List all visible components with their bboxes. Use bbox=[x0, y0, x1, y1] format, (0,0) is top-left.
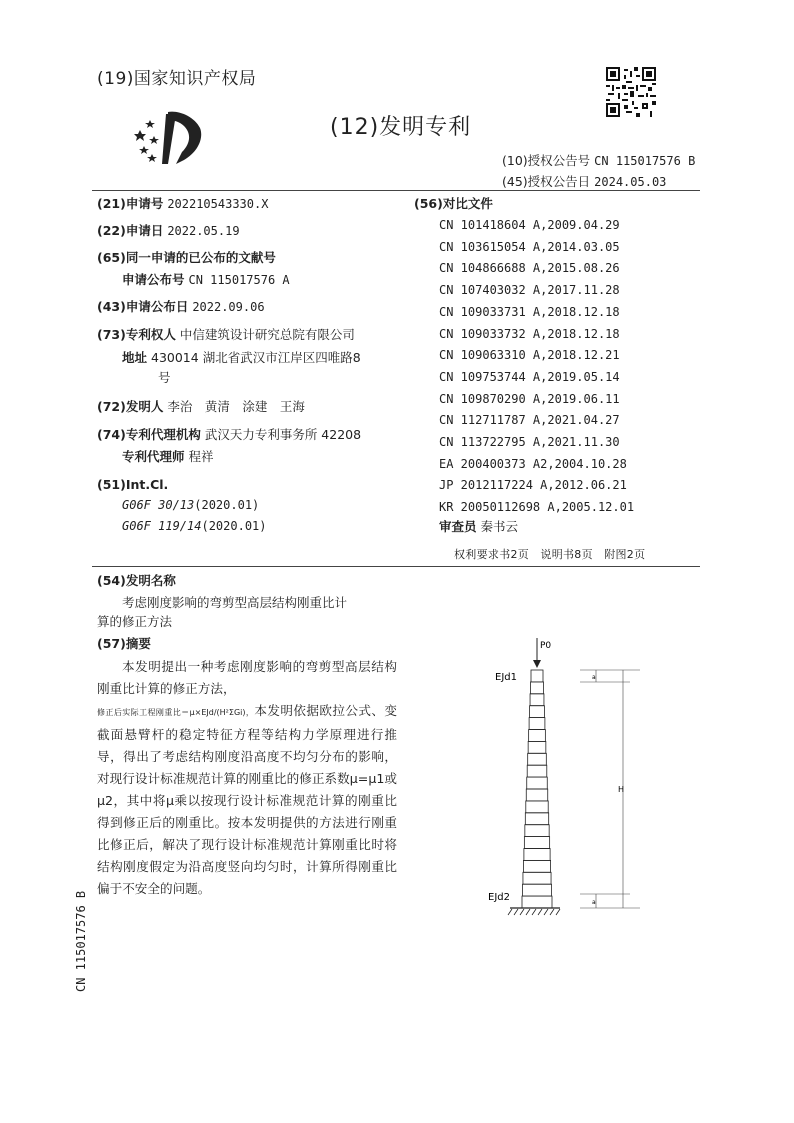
tower-segment bbox=[524, 849, 550, 861]
tower-segment bbox=[524, 837, 549, 849]
agency-label: (74)专利代理机构 bbox=[97, 427, 201, 442]
abstract-body bbox=[97, 700, 397, 900]
abstract-rest: 本发明依据欧拉公式、变截面悬臂杆的稳定特征方程等结构力学原理进行推导，得出了考虑结构刚度沿高度不均匀分布的影响，对现行设计标准规范计算的刚重比的修正系数μ=μ1或μ2，其中将μ乘以按现行设计标准规范计算的刚重比得到修正后的刚重比。按本发明提供的方法进行刚重比修正后，解决了现行设计标准规范计算刚重比时将结构刚度假定为沿高度竖向均匀时，计算所得刚重比偏于不安全的问题。 bbox=[97, 703, 398, 896]
tower-segment bbox=[529, 718, 545, 730]
application-number: 202210543330.X bbox=[167, 197, 269, 211]
invention-title-line1: 考虑刚度影响的弯剪型高层结构刚重比计 bbox=[122, 595, 348, 610]
top-dimension-label: a bbox=[592, 674, 596, 681]
publication-date: 2022.09.06 bbox=[192, 300, 265, 314]
bottom-dimension-label: a bbox=[592, 899, 596, 906]
load-label: P0 bbox=[540, 641, 552, 651]
inventors-names: 李治 黄清 涂建 王海 bbox=[167, 399, 305, 414]
grant-number-label: (10)授权公告号 bbox=[502, 153, 591, 168]
publication-date-label: (43)申请公布日 bbox=[97, 299, 189, 314]
application-date-label: (22)申请日 bbox=[97, 223, 164, 238]
application-date: 2022.05.19 bbox=[167, 224, 240, 238]
patentee-name: 中信建筑设计研究总院有限公司 bbox=[179, 327, 355, 342]
ipc-label bbox=[97, 476, 168, 494]
publication-number-label: 申请公布号 bbox=[122, 272, 185, 287]
references-label-text: (56)对比文件 bbox=[414, 196, 493, 211]
examiner-label: 审查员 bbox=[439, 519, 477, 534]
ipc-code-1: G06F 30/13 bbox=[122, 498, 195, 512]
citation-item: CN 101418604 A,2009.04.29 bbox=[439, 218, 620, 232]
header-divider bbox=[92, 190, 700, 191]
prior-publication-label bbox=[97, 249, 276, 267]
ipc-classification-1 bbox=[122, 496, 259, 514]
citation-item: CN 103615054 A,2014.03.05 bbox=[439, 239, 620, 254]
citation-item: JP 2012117224 A,2012.06.21 bbox=[439, 478, 627, 493]
publication-date-field bbox=[97, 298, 265, 316]
bottom-stiffness-label: EJd2 bbox=[488, 892, 510, 903]
agent-field bbox=[122, 448, 214, 466]
side-document-number: CN 115017576 B bbox=[74, 890, 88, 992]
correction-formula: 修正后实际工程刚重比＝μ×EJd/(H²ΣGi)， bbox=[97, 708, 255, 717]
prior-publication-label-text: (65)同一申请的已公布的文献号 bbox=[97, 250, 276, 265]
examiner-field bbox=[439, 518, 518, 536]
citation-item: CN 113722795 A,2021.11.30 bbox=[439, 435, 620, 450]
height-label: H bbox=[618, 785, 625, 794]
application-number-field bbox=[97, 195, 268, 213]
application-date-field bbox=[97, 222, 240, 240]
grant-date-label: (45)授权公告日 bbox=[502, 174, 591, 189]
qr-code bbox=[606, 67, 656, 117]
abstract-text bbox=[97, 656, 397, 900]
tower-segment bbox=[522, 896, 552, 908]
tower-segment bbox=[525, 825, 549, 837]
grant-date: 2024.05.03 bbox=[594, 175, 667, 189]
citation-item: CN 109753744 A,2019.05.14 bbox=[439, 369, 620, 384]
agent-name: 程祥 bbox=[188, 449, 214, 464]
tapered-tower bbox=[522, 670, 552, 908]
cnipa-logo bbox=[132, 108, 204, 166]
invention-title-label-text: (54)发明名称 bbox=[97, 573, 176, 588]
address-label: 地址 bbox=[122, 350, 148, 365]
citation-list bbox=[439, 215, 634, 519]
application-number-label: (21)申请号 bbox=[97, 196, 164, 211]
ipc-version-2: (2020.01) bbox=[201, 519, 267, 533]
patent-type-title: (12)发明专利 bbox=[330, 115, 472, 140]
agent-label: 专利代理师 bbox=[122, 449, 185, 464]
address-line2: 号 bbox=[158, 370, 171, 385]
structure-figure bbox=[480, 632, 660, 920]
patentee-field bbox=[97, 326, 355, 344]
citation-item: CN 112711787 A,2021.04.27 bbox=[439, 413, 620, 428]
tower-segment bbox=[525, 813, 548, 825]
page-count-info: 权利要求书2页 说明书8页 附图2页 bbox=[454, 548, 646, 561]
grant-date-line bbox=[502, 172, 666, 190]
grant-number: CN 115017576 B bbox=[594, 154, 696, 168]
tower-segment bbox=[526, 789, 547, 801]
examiner-name: 秦书云 bbox=[480, 519, 519, 534]
citation-item: CN 109870290 A,2019.06.11 bbox=[439, 391, 620, 406]
ipc-code-2: G06F 119/14 bbox=[122, 519, 202, 533]
tower-segment bbox=[530, 694, 544, 706]
tower-segment bbox=[531, 670, 543, 682]
invention-title-line2: 算的修正方法 bbox=[97, 614, 173, 629]
ipc-label-text: (51)Int.Cl. bbox=[97, 477, 169, 492]
abstract-intro: 本发明提出一种考虑刚度影响的弯剪型高层结构刚重比计算的修正方法， bbox=[97, 659, 397, 696]
citation-item: CN 109063310 A,2018.12.21 bbox=[439, 348, 620, 363]
abstract-label bbox=[97, 635, 151, 653]
ipc-version-1: (2020.01) bbox=[194, 498, 260, 512]
tower-segment bbox=[526, 801, 548, 813]
citation-item: CN 104866688 A,2015.08.26 bbox=[439, 261, 620, 276]
agency-name: 武汉天力专利事务所 42208 bbox=[204, 427, 362, 442]
references-label bbox=[414, 195, 493, 213]
citation-item: KR 20050112698 A,2005.12.01 bbox=[439, 500, 635, 515]
top-stiffness-label: EJd1 bbox=[495, 672, 517, 683]
tower-segment bbox=[523, 872, 551, 884]
invention-title-label bbox=[97, 572, 176, 590]
abstract-label-text: (57)摘要 bbox=[97, 636, 151, 651]
tower-segment bbox=[531, 682, 544, 694]
address-field bbox=[122, 349, 361, 367]
office-name: (19)国家知识产权局 bbox=[97, 69, 257, 89]
inventors-field bbox=[97, 398, 305, 416]
agency-field bbox=[97, 426, 361, 444]
tower-segment bbox=[528, 753, 547, 765]
citation-item: EA 200400373 A2,2004.10.28 bbox=[439, 456, 627, 471]
ipc-classification-2 bbox=[122, 517, 267, 535]
tower-segment bbox=[527, 777, 548, 789]
citation-item: CN 109033731 A,2018.12.18 bbox=[439, 304, 620, 319]
tower-segment bbox=[522, 884, 551, 896]
tower-segment bbox=[527, 765, 547, 777]
citation-item: CN 109033732 A,2018.12.18 bbox=[439, 326, 620, 341]
tower-segment bbox=[528, 741, 546, 753]
grant-number-line bbox=[502, 151, 695, 169]
publication-number: CN 115017576 A bbox=[188, 273, 290, 287]
citation-item: CN 107403032 A,2017.11.28 bbox=[439, 283, 620, 298]
tower-segment bbox=[523, 860, 550, 872]
patentee-label: (73)专利权人 bbox=[97, 327, 176, 342]
tower-segment bbox=[529, 730, 546, 742]
address-line1: 430014 湖北省武汉市江岸区四唯路8 bbox=[151, 350, 361, 365]
tower-segment bbox=[530, 706, 545, 718]
publication-number-field bbox=[122, 271, 290, 289]
inventors-label: (72)发明人 bbox=[97, 399, 164, 414]
bibliography-divider bbox=[92, 566, 700, 567]
